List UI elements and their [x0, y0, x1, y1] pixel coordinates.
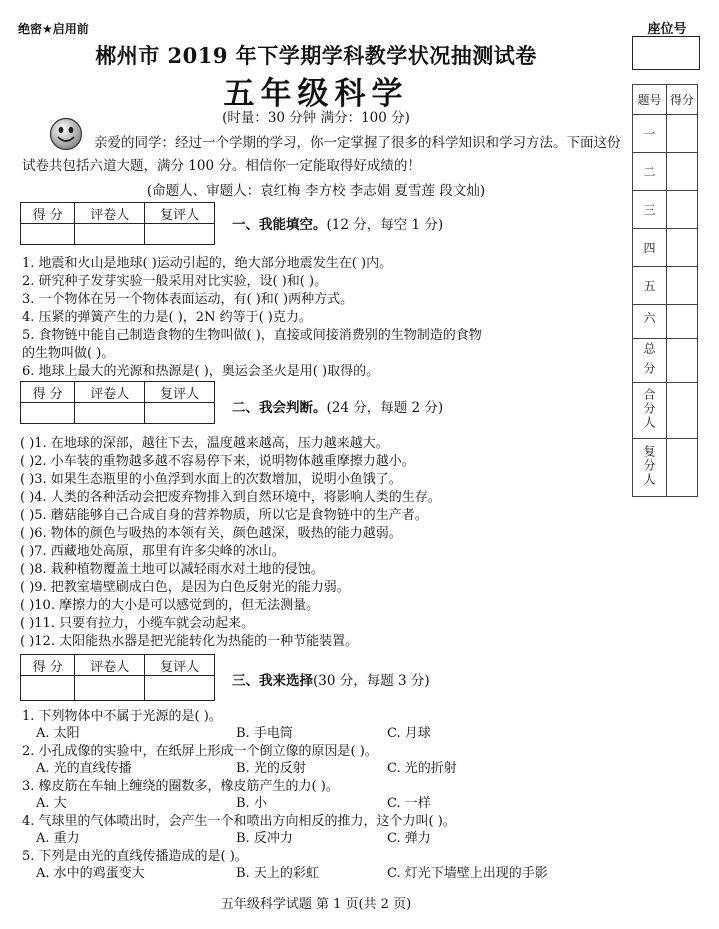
exam-meta: (时量：30 分钟 满分：100 分)	[222, 110, 410, 126]
judge-5: ( )5. 蘑菇能够自己合成自身的营养物质，所以它是食物链中的生产者。	[20, 508, 428, 523]
choice-5-stem: 5. 下列是由光的直线传播造成的是( )。	[22, 849, 248, 864]
judge-8: ( )8. 栽种植物覆盖土地可以减轻雨水对土地的侵蚀。	[20, 562, 324, 577]
judge-9: ( )9. 把教室墙壁刷成白色，是因为白色反射光的能力弱。	[20, 580, 350, 595]
choice-3-b: B. 小	[236, 796, 267, 811]
summer-label: 合分人	[633, 383, 667, 439]
choice-2-a: A. 光的直线传播	[36, 761, 132, 776]
reviewer-cell[interactable]	[145, 403, 215, 424]
row-label: 一	[633, 115, 667, 153]
col-question-header: 题号	[633, 85, 667, 115]
score-summary-table	[632, 84, 698, 497]
row-score-cell[interactable]	[667, 229, 698, 267]
judge-2: ( )2. 小车装的重物越多越不容易停下来，说明物体越重摩擦力越小。	[20, 454, 415, 469]
judge-6: ( )6. 物体的颜色与吸热的本领有关，颜色越深，吸热的能力越弱。	[20, 526, 402, 541]
score-cell[interactable]	[21, 224, 75, 245]
row-label: 五	[633, 267, 667, 305]
choice-3-stem: 3. 橡皮筋在车轴上缠绕的圈数多，橡皮筋产生的力( )。	[22, 779, 339, 794]
reviewer-header: 复评人	[145, 382, 215, 403]
choice-1-c: C. 月球	[387, 726, 431, 741]
row-score-cell[interactable]	[667, 191, 698, 229]
reviewer-header: 复评人	[145, 203, 215, 224]
judge-10: ( )10. 摩擦力的大小是可以感觉到的，但无法测量。	[20, 598, 320, 613]
question-1-5: 5. 食物链中能自己制造食物的生物叫做( )，直接或间接消费别的生物制造的食物	[22, 328, 482, 343]
grader-cell[interactable]	[75, 224, 145, 245]
question-1-1: 1. 地震和火山是地球( )运动引起的，绝大部分地震发生在( )内。	[22, 256, 393, 271]
score-cell[interactable]	[21, 403, 75, 424]
col-score-header: 得分	[667, 85, 698, 115]
choice-5-a: A. 水中的鸡蛋变大	[36, 866, 145, 881]
section-1-title: 一、我能填空。(12 分，每空 1 分)	[232, 217, 444, 233]
reviewer-cell[interactable]	[145, 676, 215, 701]
grader-header: 评卷人	[75, 203, 145, 224]
judge-1: ( )1. 在地球的深部，越往下去，温度越来越高，压力越来越大。	[20, 436, 389, 451]
choice-5-b: B. 天上的彩虹	[236, 866, 319, 881]
judge-4: ( )4. 人类的各种活动会把废弃物排入到自然环境中，将影响人类的生存。	[20, 490, 441, 505]
page-footer: 五年级科学试题 第 1 页(共 2 页)	[220, 897, 412, 912]
row-label: 六	[633, 305, 667, 339]
row-label: 四	[633, 229, 667, 267]
judge-7: ( )7. 西藏地处高原，那里有许多尖峰的冰山。	[20, 544, 285, 559]
choice-4-b: B. 反冲力	[236, 831, 293, 846]
grader-cell[interactable]	[75, 403, 145, 424]
section-3-title: 三、我来选择(30 分，每题 3 分)	[232, 673, 430, 689]
reviewer-header: 复评人	[145, 655, 215, 676]
rechecker-label: 复分人	[633, 439, 667, 497]
row-score-cell[interactable]	[667, 305, 698, 339]
exam-subtitle: 五年级科学	[223, 76, 409, 112]
total-label: 总 分	[633, 339, 667, 383]
choice-3-c: C. 一样	[387, 796, 431, 811]
grader-cell[interactable]	[75, 676, 145, 701]
judge-12: ( )12. 太阳能热水器是把光能转化为热能的一种节能装置。	[20, 634, 359, 649]
question-1-6: 6. 地球上最大的光源和热源是( )，奥运会圣火是用( )取得的。	[22, 364, 380, 379]
row-score-cell[interactable]	[667, 267, 698, 305]
choice-1-stem: 1. 下列物体中不属于光源的是( )。	[22, 709, 222, 724]
choice-1-b: B. 手电筒	[236, 726, 293, 741]
section-2-title: 二、我会判断。(24 分，每题 2 分)	[232, 400, 444, 416]
row-label: 三	[633, 191, 667, 229]
score-table-2	[20, 381, 215, 424]
confidential-label: 绝密★启用前	[18, 22, 89, 36]
rechecker-cell[interactable]	[667, 439, 698, 497]
row-score-cell[interactable]	[667, 153, 698, 191]
score-header: 得 分	[21, 382, 75, 403]
choice-2-b: B. 光的反射	[236, 761, 306, 776]
score-header: 得 分	[21, 203, 75, 224]
judge-11: ( )11. 只要有拉力，小缆车就会动起来。	[20, 616, 255, 631]
choice-2-stem: 2. 小孔成像的实验中，在纸屏上形成一个倒立像的原因是( )。	[22, 744, 378, 759]
question-1-2: 2. 研究种子发芽实验一般采用对比实验，设( )和( )。	[22, 274, 328, 289]
choice-4-c: C. 弹力	[387, 831, 431, 846]
seat-number-label: 座位号	[647, 22, 687, 37]
choice-3-a: A. 大	[36, 796, 67, 811]
score-table-3	[20, 654, 215, 701]
score-table-1	[20, 202, 215, 245]
choice-5-c: C. 灯光下墙壁上出现的手影	[387, 866, 548, 881]
seat-number-box[interactable]	[632, 36, 700, 70]
choice-4-a: A. 重力	[36, 831, 80, 846]
row-score-cell[interactable]	[667, 115, 698, 153]
grader-header: 评卷人	[75, 655, 145, 676]
question-1-3: 3. 一个物体在另一个物体表面运动，有( )和( )两种方式。	[22, 292, 354, 307]
intro-paragraph: 亲爱的同学：经过一个学期的学习，你一定掌握了很多的科学知识和学习方法。下面这份试卷共包括六道大题，满分 100 分。相信你一定能取得好成绩的！	[22, 135, 621, 174]
total-score-cell[interactable]	[667, 339, 698, 383]
question-1-5-cont: 的生物叫做( )。	[22, 346, 115, 361]
grader-header: 评卷人	[75, 382, 145, 403]
score-cell[interactable]	[21, 676, 75, 701]
judge-3: ( )3. 如果生态瓶里的小鱼浮到水面上的次数增加，说明小鱼饿了。	[20, 472, 402, 487]
summer-cell[interactable]	[667, 383, 698, 439]
reviewer-cell[interactable]	[145, 224, 215, 245]
exam-title: 郴州市 2019 年下学期学科教学状况抽测试卷	[95, 43, 537, 68]
choice-2-c: C. 光的折射	[387, 761, 457, 776]
choice-4-stem: 4. 气球里的气体喷出时，会产生一个和喷出方向相反的推力，这个力叫( )。	[22, 814, 456, 829]
row-label: 二	[633, 153, 667, 191]
choice-1-a: A. 太阳	[36, 726, 80, 741]
question-1-4: 4. 压紧的弹簧产生的力是( )，2N 约等于( )克力。	[22, 310, 312, 325]
authors-line: (命题人、审题人：袁红梅 李方校 李志娟 夏雪莲 段文灿)	[146, 183, 486, 199]
score-header: 得 分	[21, 655, 75, 676]
